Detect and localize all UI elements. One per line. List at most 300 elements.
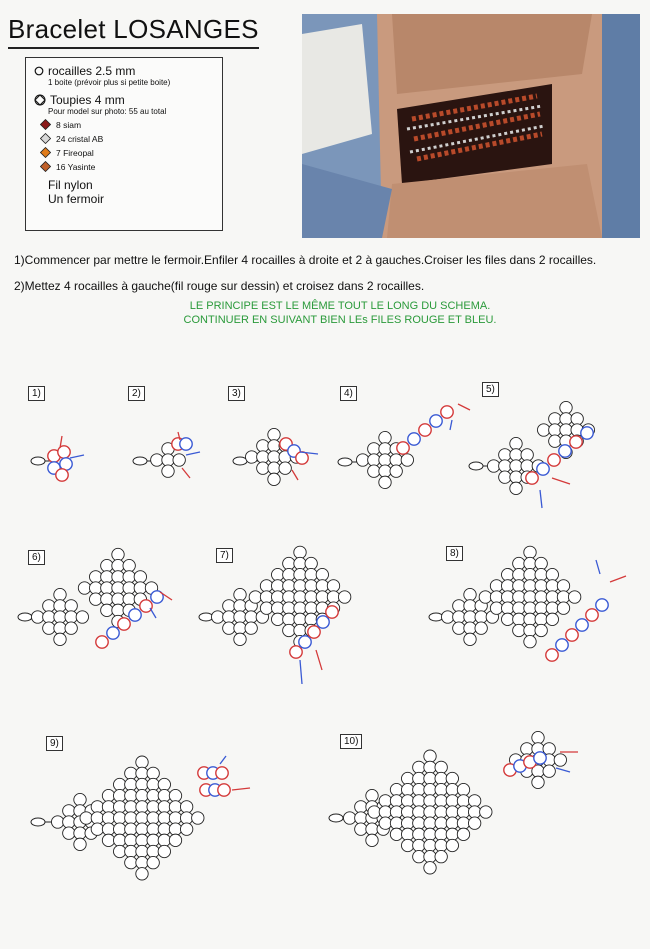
- seed-bead: [316, 568, 328, 580]
- clasp-icon: [31, 457, 45, 465]
- seed-bead: [125, 823, 137, 835]
- step-number-label: 3): [228, 386, 245, 401]
- seed-bead: [283, 557, 295, 569]
- blue-thread: [556, 768, 570, 772]
- seed-bead: [510, 449, 522, 461]
- seed-bead: [308, 626, 320, 638]
- bead-label: 16 Yasinte: [56, 161, 96, 172]
- seed-bead: [521, 743, 533, 755]
- seed-bead: [169, 812, 181, 824]
- seed-bead: [446, 772, 458, 784]
- seed-bead: [556, 639, 568, 651]
- seed-bead: [112, 571, 124, 583]
- seed-bead: [234, 611, 246, 623]
- seed-bead: [441, 611, 453, 623]
- seed-bead: [158, 823, 170, 835]
- seed-bead: [316, 580, 328, 592]
- seed-bead: [413, 850, 425, 862]
- seed-bead: [260, 602, 272, 614]
- seed-bead: [479, 591, 491, 603]
- seed-bead: [401, 795, 413, 807]
- seed-bead: [147, 801, 159, 813]
- seed-bead: [521, 460, 533, 472]
- seed-bead: [112, 559, 124, 571]
- clasp-icon: [469, 462, 483, 470]
- seed-bead: [305, 568, 317, 580]
- seed-bead: [554, 754, 566, 766]
- seed-bead: [162, 465, 174, 477]
- seed-bead: [513, 568, 525, 580]
- seed-bead: [102, 823, 114, 835]
- seed-bead: [268, 473, 280, 485]
- red-thread: [552, 478, 570, 484]
- seed-bead: [390, 783, 402, 795]
- rocailles-note: 1 boite (prévoir plus si petite boite): [48, 78, 171, 87]
- seed-bead: [435, 850, 447, 862]
- seed-bead: [305, 557, 317, 569]
- seed-bead: [158, 834, 170, 846]
- seed-bead: [401, 817, 413, 829]
- seed-bead: [401, 839, 413, 851]
- seed-bead: [136, 767, 148, 779]
- seed-bead: [158, 778, 170, 790]
- red-thread: [458, 404, 470, 410]
- seed-bead: [268, 428, 280, 440]
- seed-bead: [112, 582, 124, 594]
- seed-bead: [490, 580, 502, 592]
- seed-bead: [424, 828, 436, 840]
- seed-bead: [101, 559, 113, 571]
- seed-bead: [91, 801, 103, 813]
- seed-bead: [510, 437, 522, 449]
- clasp-label: Un fermoir: [48, 192, 105, 206]
- seed-bead: [435, 806, 447, 818]
- seed-bead: [74, 838, 86, 850]
- seed-bead: [113, 812, 125, 824]
- seed-bead: [192, 812, 204, 824]
- seed-bead: [125, 801, 137, 813]
- seed-bead: [245, 451, 257, 463]
- step-number-label: 10): [340, 734, 362, 749]
- seed-bead: [218, 784, 230, 796]
- seed-bead: [113, 845, 125, 857]
- seed-bead: [147, 856, 159, 868]
- seed-bead: [147, 767, 159, 779]
- principle-line-2: CONTINUER EN SUIVANT BIEN LEs FILES ROUGE ET BLEU.: [183, 314, 497, 326]
- seed-bead: [413, 817, 425, 829]
- seed-bead: [424, 862, 436, 874]
- seed-bead: [355, 812, 367, 824]
- seed-bead: [180, 812, 192, 824]
- seed-bead: [379, 454, 391, 466]
- seed-bead: [560, 424, 572, 436]
- seed-bead: [169, 789, 181, 801]
- seed-bead: [532, 731, 544, 743]
- seed-bead: [524, 635, 536, 647]
- seed-bead: [123, 571, 135, 583]
- seed-bead: [464, 622, 476, 634]
- clasp-icon: [429, 613, 443, 621]
- seed-bead: [457, 795, 469, 807]
- step-number-label: 4): [340, 386, 357, 401]
- seed-bead: [294, 568, 306, 580]
- seed-bead: [234, 622, 246, 634]
- seed-bead: [453, 622, 465, 634]
- seed-bead: [283, 602, 295, 614]
- seed-bead: [521, 449, 533, 461]
- seed-bead: [125, 845, 137, 857]
- seed-bead: [147, 823, 159, 835]
- seed-bead: [413, 783, 425, 795]
- seed-bead: [216, 767, 228, 779]
- seed-bead: [413, 828, 425, 840]
- seed-bead: [424, 839, 436, 851]
- seed-bead: [356, 454, 368, 466]
- seed-bead: [136, 789, 148, 801]
- seed-bead: [125, 812, 137, 824]
- clasp-icon: [133, 457, 147, 465]
- seed-bead: [379, 806, 391, 818]
- seed-bead: [424, 795, 436, 807]
- seed-bead: [401, 828, 413, 840]
- seed-bead: [390, 795, 402, 807]
- step-number-label: 9): [46, 736, 63, 751]
- seed-bead: [54, 600, 66, 612]
- instruction-step-1: 1)Commencer par mettre le fermoir.Enfiler 4 rocailles à droite et 2 à gauches.Croiser les files dans 2 rocailles.: [14, 253, 597, 267]
- seed-bead: [379, 431, 391, 443]
- seed-bead: [257, 440, 269, 452]
- seed-bead: [571, 413, 583, 425]
- seed-bead: [566, 629, 578, 641]
- seed-bead: [294, 557, 306, 569]
- seed-bead: [102, 834, 114, 846]
- red-thread: [610, 576, 626, 582]
- step-number-label: 8): [446, 546, 463, 561]
- step-number-label: 7): [216, 548, 233, 563]
- seed-bead: [151, 454, 163, 466]
- seed-bead: [112, 604, 124, 616]
- seed-bead: [63, 827, 75, 839]
- seed-bead: [435, 828, 447, 840]
- seed-bead: [147, 812, 159, 824]
- seed-bead: [134, 582, 146, 594]
- seed-bead: [401, 454, 413, 466]
- seed-bead: [510, 471, 522, 483]
- seed-bead: [136, 812, 148, 824]
- seed-bead: [457, 783, 469, 795]
- seed-bead: [453, 600, 465, 612]
- red-thread: [316, 650, 322, 670]
- seed-bead: [480, 806, 492, 818]
- seed-bead: [65, 611, 77, 623]
- seed-bead: [446, 783, 458, 795]
- blue-thread: [540, 490, 542, 508]
- seed-bead: [245, 622, 257, 634]
- seed-bead: [223, 600, 235, 612]
- seed-bead: [129, 609, 141, 621]
- seed-bead: [54, 622, 66, 634]
- seed-bead: [524, 568, 536, 580]
- seed-bead: [535, 568, 547, 580]
- seed-bead: [424, 806, 436, 818]
- seed-bead: [419, 424, 431, 436]
- seed-bead: [299, 636, 311, 648]
- red-thread: [232, 788, 250, 790]
- seed-bead: [549, 435, 561, 447]
- seed-bead: [543, 765, 555, 777]
- seed-bead: [51, 816, 63, 828]
- seed-bead: [487, 460, 499, 472]
- seed-bead: [560, 401, 572, 413]
- seed-bead: [158, 845, 170, 857]
- seed-bead: [283, 591, 295, 603]
- seed-bead: [63, 816, 75, 828]
- seed-bead: [158, 789, 170, 801]
- seed-bead: [501, 580, 513, 592]
- seed-bead: [54, 611, 66, 623]
- seed-bead: [355, 823, 367, 835]
- seed-bead: [390, 817, 402, 829]
- seed-bead: [118, 618, 130, 630]
- seed-bead: [136, 868, 148, 880]
- seed-bead: [102, 812, 114, 824]
- seed-bead: [464, 600, 476, 612]
- seed-bead: [113, 801, 125, 813]
- seed-bead: [102, 801, 114, 813]
- seed-bead: [56, 469, 68, 481]
- seed-bead: [596, 599, 608, 611]
- seed-bead: [368, 806, 380, 818]
- seed-bead: [413, 772, 425, 784]
- seed-bead: [43, 600, 55, 612]
- seed-bead: [535, 557, 547, 569]
- seed-bead: [513, 591, 525, 603]
- seed-bead: [499, 449, 511, 461]
- seed-bead: [294, 546, 306, 558]
- seed-bead: [290, 646, 302, 658]
- seed-bead: [535, 624, 547, 636]
- seed-bead: [305, 602, 317, 614]
- seed-bead: [355, 801, 367, 813]
- seed-bead: [327, 591, 339, 603]
- seed-bead: [513, 557, 525, 569]
- seed-bead: [283, 624, 295, 636]
- seed-bead: [379, 817, 391, 829]
- blue-thread: [186, 452, 200, 455]
- seed-bead: [490, 591, 502, 603]
- thread-label: Fil nylon: [48, 178, 93, 192]
- seed-bead: [524, 602, 536, 614]
- seed-bead: [468, 817, 480, 829]
- seed-bead: [271, 602, 283, 614]
- seed-bead: [268, 451, 280, 463]
- seed-bead: [570, 436, 582, 448]
- seed-bead: [268, 462, 280, 474]
- blue-thread: [596, 560, 600, 574]
- seed-bead: [173, 454, 185, 466]
- seed-bead: [586, 609, 598, 621]
- clasp-icon: [233, 457, 247, 465]
- seed-bead: [510, 482, 522, 494]
- seed-bead: [568, 591, 580, 603]
- seed-bead: [464, 588, 476, 600]
- seed-bead: [260, 580, 272, 592]
- seed-bead: [560, 413, 572, 425]
- seed-bead: [457, 828, 469, 840]
- seed-bead: [379, 465, 391, 477]
- seed-bead: [140, 600, 152, 612]
- seed-bead: [413, 839, 425, 851]
- seed-bead: [537, 424, 549, 436]
- seed-bead: [424, 817, 436, 829]
- seed-bead: [136, 845, 148, 857]
- seed-bead: [223, 611, 235, 623]
- seed-bead: [65, 600, 77, 612]
- seed-bead: [283, 568, 295, 580]
- seed-bead: [397, 442, 409, 454]
- seed-bead: [501, 568, 513, 580]
- seed-bead: [490, 602, 502, 614]
- seed-bead: [89, 571, 101, 583]
- step-number-label: 1): [28, 386, 45, 401]
- seed-bead: [524, 591, 536, 603]
- seed-bead: [74, 827, 86, 839]
- seed-bead: [535, 613, 547, 625]
- seed-bead: [546, 568, 558, 580]
- seed-bead: [234, 633, 246, 645]
- seed-bead: [283, 613, 295, 625]
- seed-bead: [532, 776, 544, 788]
- seed-bead: [180, 801, 192, 813]
- seed-bead: [271, 613, 283, 625]
- seed-bead: [368, 443, 380, 455]
- seed-bead: [147, 845, 159, 857]
- rocailles-label: rocailles 2.5 mm: [48, 64, 136, 78]
- seed-bead: [534, 752, 546, 764]
- seed-bead: [379, 795, 391, 807]
- seed-bead: [499, 471, 511, 483]
- seed-bead: [123, 593, 135, 605]
- seed-bead: [413, 761, 425, 773]
- seed-bead: [326, 606, 338, 618]
- seed-bead: [524, 580, 536, 592]
- seed-bead: [379, 476, 391, 488]
- instruction-step-2: 2)Mettez 4 rocailles à gauche(fil rouge sur dessin) et croisez dans 2 rocailles.: [14, 279, 425, 293]
- seed-bead: [147, 834, 159, 846]
- seed-bead: [180, 438, 192, 450]
- seed-bead: [446, 839, 458, 851]
- clasp-icon: [31, 818, 45, 826]
- seed-bead: [510, 460, 522, 472]
- seed-bead: [43, 622, 55, 634]
- seed-bead: [535, 591, 547, 603]
- seed-bead: [501, 602, 513, 614]
- seed-bead: [31, 611, 43, 623]
- seed-bead: [401, 806, 413, 818]
- seed-bead: [101, 604, 113, 616]
- seed-bead: [446, 817, 458, 829]
- seed-bead: [513, 602, 525, 614]
- toupies-note: Pour model sur photo: 55 au total: [48, 107, 167, 116]
- seed-bead: [390, 806, 402, 818]
- seed-bead: [102, 789, 114, 801]
- seed-bead: [91, 823, 103, 835]
- seed-bead: [546, 649, 558, 661]
- seed-bead: [576, 619, 588, 631]
- seed-bead: [446, 795, 458, 807]
- seed-bead: [279, 462, 291, 474]
- seed-bead: [524, 557, 536, 569]
- seed-bead: [169, 834, 181, 846]
- seed-bead: [271, 568, 283, 580]
- seed-bead: [257, 462, 269, 474]
- seed-bead: [78, 582, 90, 594]
- seed-bead: [501, 613, 513, 625]
- blue-thread: [220, 756, 226, 764]
- seed-bead: [524, 613, 536, 625]
- seed-bead: [546, 591, 558, 603]
- seed-bead: [283, 580, 295, 592]
- seed-bead: [101, 582, 113, 594]
- seed-bead: [112, 548, 124, 560]
- seed-bead: [113, 823, 125, 835]
- seed-bead: [112, 593, 124, 605]
- seed-bead: [125, 778, 137, 790]
- seed-bead: [63, 805, 75, 817]
- seed-bead: [65, 622, 77, 634]
- seed-bead: [435, 761, 447, 773]
- seed-bead: [54, 588, 66, 600]
- seed-bead: [294, 624, 306, 636]
- seed-bead: [234, 588, 246, 600]
- seed-bead: [305, 580, 317, 592]
- step-number-label: 2): [128, 386, 145, 401]
- page-title: Bracelet LOSANGES: [8, 14, 259, 49]
- seed-bead: [343, 812, 355, 824]
- seed-bead: [147, 778, 159, 790]
- seed-bead: [113, 778, 125, 790]
- seed-bead: [548, 454, 560, 466]
- seed-bead: [366, 789, 378, 801]
- seed-bead: [581, 427, 593, 439]
- seed-bead: [125, 767, 137, 779]
- seed-bead: [413, 806, 425, 818]
- seed-bead: [424, 783, 436, 795]
- seed-bead: [316, 591, 328, 603]
- seed-bead: [271, 591, 283, 603]
- seed-bead: [549, 413, 561, 425]
- principle-line-1: LE PRINCIPE EST LE MÊME TOUT LE LONG DU SCHEMA.: [189, 300, 491, 312]
- seed-bead: [366, 834, 378, 846]
- seed-bead: [535, 602, 547, 614]
- seed-bead: [513, 613, 525, 625]
- seed-bead: [296, 452, 308, 464]
- seed-bead: [294, 580, 306, 592]
- bead-label: 24 cristal AB: [56, 133, 104, 144]
- seed-bead: [268, 440, 280, 452]
- clasp-icon: [199, 613, 213, 621]
- seed-bead: [257, 451, 269, 463]
- seed-bead: [424, 772, 436, 784]
- seed-bead: [136, 778, 148, 790]
- seed-bead: [464, 633, 476, 645]
- seed-bead: [136, 756, 148, 768]
- seed-bead: [249, 591, 261, 603]
- seed-bead: [457, 817, 469, 829]
- seed-bead: [294, 613, 306, 625]
- seed-bead: [446, 828, 458, 840]
- seed-bead: [557, 580, 569, 592]
